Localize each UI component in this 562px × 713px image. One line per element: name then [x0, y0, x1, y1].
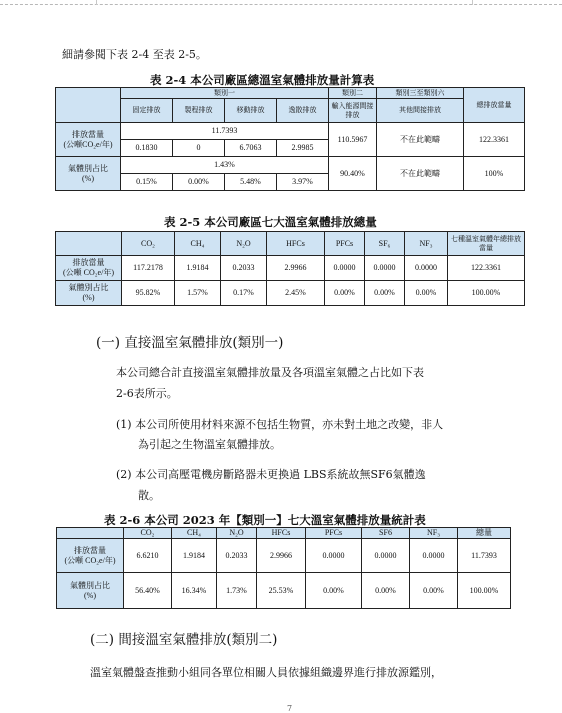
row-label-unit: (公噸CO₂e/年) [63, 139, 113, 149]
row-label-text: 排放當量 [72, 258, 105, 267]
column-header: SF6 [362, 528, 410, 539]
row-label-emissions [56, 256, 122, 281]
table-cell: 11.7393 [458, 539, 511, 573]
table-cell: 0.00% [306, 573, 362, 609]
column-header: PFCs [325, 232, 365, 256]
corner-cell [57, 528, 124, 539]
table-cell: 1.9184 [172, 539, 217, 573]
table-cell: 0.00% [362, 573, 410, 609]
row-label-emissions [57, 539, 124, 573]
table-cell: 117.2178 [122, 256, 175, 281]
cell-cat1-total: 1.43% [121, 157, 329, 174]
header-process: 製程排放 [173, 99, 225, 123]
cell-cat2: 90.40% [329, 157, 377, 191]
table-cell: 0.0000 [405, 256, 448, 281]
table-cell: 100.00% [448, 281, 525, 306]
table-2-6-caption: 表 2-6 本公司 2023 年【類別一】七大溫室氣體排放量統計表 [104, 513, 426, 527]
column-header: NF₃ [410, 528, 458, 539]
table-cell: 56.40% [124, 573, 172, 609]
row-label-text: 排放當量 [72, 129, 104, 139]
column-header: CO₂ [124, 528, 172, 539]
table-cell: 1.73% [217, 573, 257, 609]
table-cell: 0.0000 [325, 256, 365, 281]
column-header: 七種溫室氣體年總排放當量 [448, 232, 525, 256]
column-header: HFCs [257, 528, 306, 539]
column-header: CH₄ [172, 528, 217, 539]
section-1-para-line: 本公司總合計直接溫室氣體排放量及各項溫室氣體之占比如下表 [116, 366, 424, 379]
list-item-2: (2) 本公司高壓電機房斷路器未更換過 LBS系統故無SF6氣體逸 [116, 468, 426, 481]
cell-cat3-6: 不在此範疇 [377, 157, 464, 191]
table-2-5-caption: 表 2-5 本公司廠區七大溫室氣體排放總量 [164, 215, 377, 229]
table-cell: 0.00% [365, 281, 405, 306]
table-cell: 16.34% [172, 573, 217, 609]
table-cell: 0.0000 [365, 256, 405, 281]
corner-cell [56, 232, 122, 256]
corner-cell [56, 88, 121, 123]
table-cell: 0.0000 [410, 539, 458, 573]
column-header: SF₆ [365, 232, 405, 256]
section-1-para-line: 2-6表所示。 [116, 387, 178, 400]
table-cell: 122.3361 [448, 256, 525, 281]
cell-mobile: 5.48% [225, 174, 277, 191]
list-item-1-cont: 為引起之生物溫室氣體排放。 [138, 438, 281, 451]
table-cell: 0.2033 [217, 539, 257, 573]
row-label-unit: (%) [84, 590, 96, 600]
table-cell: 0.0000 [306, 539, 362, 573]
row-label-text: 氣體別占比 [70, 580, 110, 590]
header-mobile: 移動排放 [225, 99, 277, 123]
cell-process: 0 [173, 140, 225, 157]
column-header: NF₃ [405, 232, 448, 256]
section-2-para-line: 溫室氣體盤查推動小組同各單位相關人員依據組織邊界進行排放源鑑別， [90, 666, 442, 679]
cell-fugitive: 3.97% [277, 174, 329, 191]
cell-fugitive: 2.9985 [277, 140, 329, 157]
column-header: 總量 [458, 528, 511, 539]
header-cat3-6: 類別三至類別六 [377, 88, 464, 99]
table-cell: 0.00% [405, 281, 448, 306]
header-input-energy: 輸入能源間接排放 [329, 99, 377, 123]
section-2-heading: (二) 間接溫室氣體排放(類別二) [90, 632, 278, 648]
row-label-share [56, 157, 121, 191]
table-cell: 2.9966 [267, 256, 325, 281]
table-2-4-caption: 表 2-4 本公司廠區總溫室氣體排放量計算表 [150, 73, 375, 87]
table-2-5 [55, 231, 525, 306]
column-header: N₂O [221, 232, 267, 256]
table-cell: 1.9184 [175, 256, 221, 281]
column-header: CO₂ [122, 232, 175, 256]
section-1-heading: (一) 直接溫室氣體排放(類別一) [96, 335, 284, 351]
table-cell: 0.00% [410, 573, 458, 609]
column-header: PFCs [306, 528, 362, 539]
table-2-6 [56, 527, 511, 609]
page-top-border [0, 4, 562, 5]
ruler-tick [472, 0, 473, 5]
table-cell: 2.9966 [257, 539, 306, 573]
table-cell: 0.17% [221, 281, 267, 306]
row-label-text: 氣體別占比 [68, 283, 109, 292]
table-2-4 [55, 87, 525, 191]
row-label-unit: (公噸 CO₂e/年) [64, 555, 116, 565]
table-cell: 25.53% [257, 573, 306, 609]
header-stationary: 固定排放 [121, 99, 173, 123]
row-label-share [56, 281, 122, 306]
page-number: 7 [287, 704, 293, 713]
cell-mobile: 6.7063 [225, 140, 277, 157]
table-cell: 1.57% [175, 281, 221, 306]
table-cell: 0.00% [325, 281, 365, 306]
header-cat1: 類別一 [121, 88, 329, 99]
cell-process: 0.00% [173, 174, 225, 191]
row-label-text: 排放當量 [74, 545, 106, 555]
row-label-share [57, 573, 124, 609]
cell-total: 100% [464, 157, 525, 191]
table-cell: 6.6210 [124, 539, 172, 573]
table-cell: 2.45% [267, 281, 325, 306]
row-label-text: 氣體別占比 [68, 163, 108, 173]
ruler-tick [96, 0, 97, 5]
row-label-unit: (%) [82, 293, 95, 302]
table-cell: 100.00% [458, 573, 511, 609]
cell-cat1-total: 11.7393 [121, 123, 329, 140]
header-cat2: 類別二 [329, 88, 377, 99]
list-item-2-cont: 散。 [138, 489, 160, 502]
column-header: HFCs [267, 232, 325, 256]
cell-stationary: 0.15% [121, 174, 173, 191]
table-cell: 0.0000 [362, 539, 410, 573]
header-total: 總排放當量 [464, 88, 525, 123]
table-cell: 95.82% [122, 281, 175, 306]
row-label-unit: (%) [82, 173, 94, 183]
header-fugitive: 逸散排放 [277, 99, 329, 123]
table-cell: 0.2033 [221, 256, 267, 281]
header-other-indirect: 其他間接排放 [377, 99, 464, 123]
row-label-emissions [56, 123, 121, 157]
row-label-unit: (公噸 CO₂e/年) [62, 268, 114, 277]
cell-cat3-6: 不在此範疇 [377, 123, 464, 157]
cell-stationary: 0.1830 [121, 140, 173, 157]
column-header: CH₄ [175, 232, 221, 256]
cell-cat2: 110.5967 [329, 123, 377, 157]
list-item-1: (1) 本公司所使用材料來源不包括生物質，亦未對土地之改變，非人 [116, 418, 444, 431]
column-header: N₂O [217, 528, 257, 539]
cell-total: 122.3361 [464, 123, 525, 157]
intro-line: 細請參閱下表 2-4 至表 2-5。 [62, 48, 207, 61]
